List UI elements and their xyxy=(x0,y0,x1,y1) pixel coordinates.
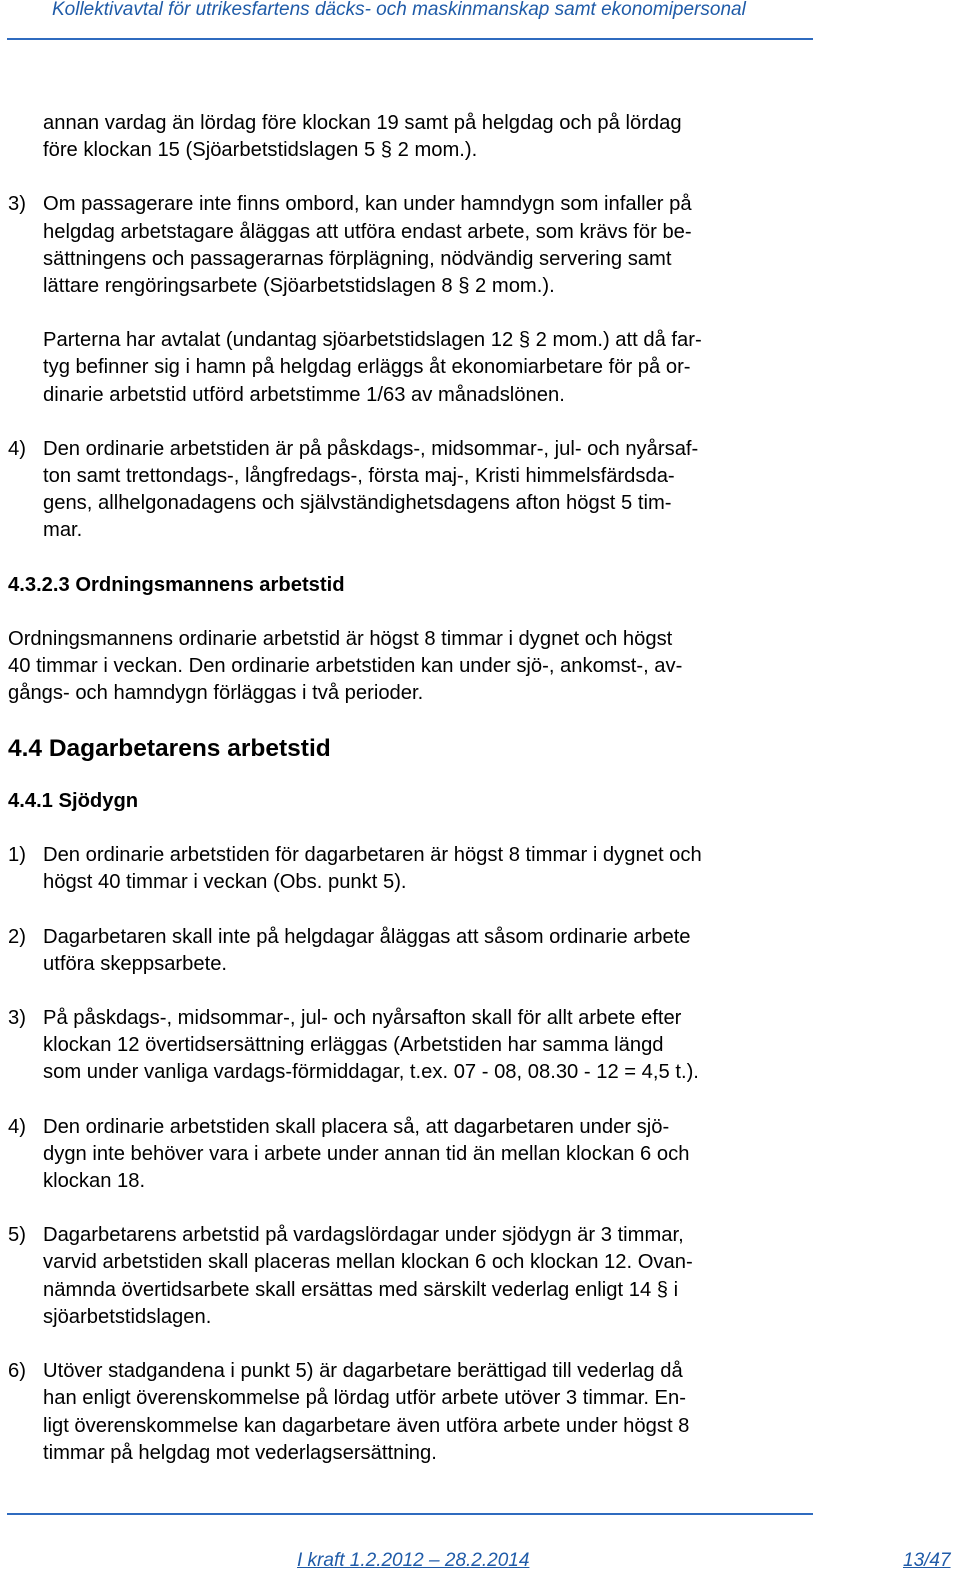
text-line: Parterna har avtalat (undantag sjöarbetstidslagen 12 § 2 mom.) att då far- xyxy=(43,329,702,352)
text-line: gångs- och hamndygn förläggas i två perioder. xyxy=(8,682,424,705)
text-line: Den ordinarie arbetstiden för dagarbetaren är högst 8 timmar i dygnet och xyxy=(43,844,702,867)
text-line: ton samt trettondags-, långfredags-, första maj-, Kristi himmelsfärdsda- xyxy=(43,465,675,488)
section-heading-4-4-1: 4.4.1 Sjödygn xyxy=(8,790,139,813)
text-line: helgdag arbetstagare åläggas att utföra endast arbete, som krävs för be- xyxy=(43,220,692,243)
text-line: Den ordinarie arbetstiden skall placera så, att dagarbetaren under sjö- xyxy=(43,1115,670,1138)
text-line: Dagarbetaren skall inte på helgdagar åläggas att såsom ordinarie arbete xyxy=(43,925,691,948)
footer-divider xyxy=(7,1513,813,1515)
text-line: ligt överenskommelse kan dagarbetare även utföra arbete under högst 8 xyxy=(43,1414,690,1437)
intro-paragraph xyxy=(8,110,818,164)
text-line: klockan 18. xyxy=(43,1170,146,1193)
text-line: Om passagerare inte finns ombord, kan under hamndygn som infaller på xyxy=(43,193,692,216)
list-item-4 xyxy=(8,1114,818,1196)
text-line: nämnda övertidsarbete skall ersättas med särskilt vederlag enligt 14 § i xyxy=(43,1278,679,1301)
item-number: 1) xyxy=(8,844,26,867)
text-line: mar. xyxy=(43,519,83,542)
item-number: 2) xyxy=(8,925,26,948)
text-line: tyg befinner sig i hamn på helgdag erläggs åt ekonomiarbetare för på or- xyxy=(43,356,691,379)
text-line: gens, allhelgonadagens och självständighetsdagens afton högst 5 tim- xyxy=(43,492,672,515)
text-line: annan vardag än lördag före klockan 19 samt på helgdag och på lördag xyxy=(43,112,682,134)
text-line: han enligt överenskommelse på lördag utför arbete utöver 3 timmar. En- xyxy=(43,1387,686,1410)
item-number: 3) xyxy=(8,193,26,216)
text-line: På påskdags-, midsommar-, jul- och nyårsafton skall för allt arbete efter xyxy=(43,1007,682,1030)
text-line: före klockan 15 (Sjöarbetstidslagen 5 § 2 mom.). xyxy=(43,139,478,162)
item-number: 6) xyxy=(8,1360,26,1383)
text-line: dygn inte behöver vara i arbete under annan tid än mellan klockan 6 och xyxy=(43,1142,690,1165)
text-line: högst 40 timmar i veckan (Obs. punkt 5). xyxy=(43,871,407,894)
text-line: dinarie arbetstid utförd arbetstimme 1/63 av månadslönen. xyxy=(43,383,565,406)
section-heading-4-4: 4.4 Dagarbetarens arbetstid xyxy=(8,735,331,763)
section-heading-4-3-2-3: 4.3.2.3 Ordningsmannens arbetstid xyxy=(8,573,345,596)
parterna-paragraph xyxy=(8,327,818,409)
list-item-1 xyxy=(8,842,818,896)
text-line: sättningens och passagerarnas förplägning, nödvändig servering samt xyxy=(43,247,672,270)
text-line: lättare rengöringsarbete (Sjöarbetstidslagen 8 § 2 mom.). xyxy=(43,275,555,298)
item-number: 4) xyxy=(8,437,26,460)
text-line: Dagarbetarens arbetstid på vardagslördagar under sjödygn är 3 timmar, xyxy=(43,1224,684,1247)
list-item-4 xyxy=(8,436,818,545)
text-line: som under vanliga vardags-förmiddagar, t.ex. 07 - 08, 08.30 - 12 = 4,5 t.). xyxy=(43,1061,699,1084)
text-line: Ordningsmannens ordinarie arbetstid är högst 8 timmar i dygnet och högst xyxy=(8,627,673,650)
text-line: Den ordinarie arbetstiden är på påskdags-, midsommar-, jul- och nyårsaf- xyxy=(43,437,699,460)
list-item-2 xyxy=(8,924,818,978)
ordningsman-paragraph xyxy=(8,626,818,708)
text-line: sjöarbetstidslagen. xyxy=(43,1305,212,1328)
text-line: Utöver stadgandena i punkt 5) är dagarbetare berättigad till vederlag då xyxy=(43,1360,683,1383)
item-number: 3) xyxy=(8,1007,26,1030)
text-line: utföra skeppsarbete. xyxy=(43,952,228,975)
footer-validity-period: I kraft 1.2.2012 – 28.2.2014 xyxy=(297,1550,530,1571)
list-item-5 xyxy=(8,1222,818,1331)
header-divider xyxy=(7,38,813,40)
text-line: varvid arbetstiden skall placeras mellan klockan 6 och klockan 12. Ovan- xyxy=(43,1251,693,1274)
list-item-3 xyxy=(8,1005,818,1087)
text-line: 40 timmar i veckan. Den ordinarie arbetstiden kan under sjö-, ankomst-, av- xyxy=(8,654,683,677)
item-number: 5) xyxy=(8,1224,26,1247)
item-number: 4) xyxy=(8,1115,26,1138)
text-line: klockan 12 övertidsersättning erläggas (Arbetstiden har samma längd xyxy=(43,1034,664,1057)
footer-page-number: 13/47 xyxy=(903,1550,951,1571)
page-content xyxy=(8,110,818,1467)
list-item-3 xyxy=(8,191,818,300)
text-line: timmar på helgdag mot vederlagsersättning. xyxy=(43,1441,437,1464)
document-header-title: Kollektivavtal för utrikesfartens däcks- och maskinmanskap samt ekonomipersonal xyxy=(52,0,746,20)
list-item-6 xyxy=(8,1358,818,1467)
